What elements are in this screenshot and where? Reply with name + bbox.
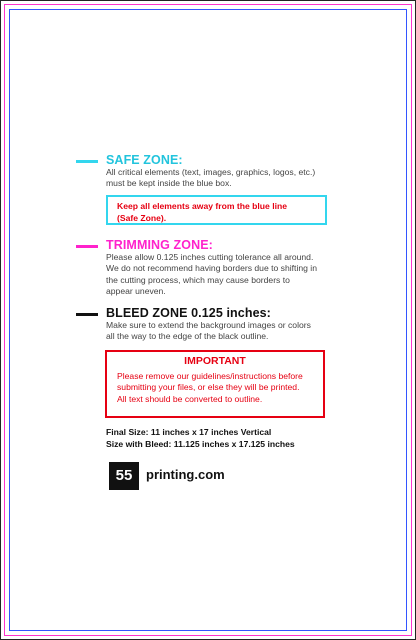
safe-zone-description bbox=[106, 167, 351, 190]
size-info bbox=[106, 426, 295, 450]
bleed-zone-title: BLEED ZONE 0.125 inches: bbox=[106, 306, 271, 320]
bleed-zone-line-1: Make sure to extend the background images or colors bbox=[106, 320, 311, 330]
important-line-1: Please remove our guidelines/instructions before bbox=[117, 371, 303, 381]
logo-number-box: 55 bbox=[109, 462, 139, 490]
safe-zone-line-1: All critical elements (text, images, graphics, logos, etc.) bbox=[106, 167, 316, 177]
important-body bbox=[117, 371, 322, 405]
bleed-size-text: Size with Bleed: 11.125 inches x 17.125 inches bbox=[106, 439, 295, 449]
final-size-text: Final Size: 11 inches x 17 inches Vertical bbox=[106, 427, 272, 437]
trimming-zone-line-3: the cutting process, which may cause borders to bbox=[106, 274, 290, 285]
logo-text: printing.com bbox=[146, 467, 225, 482]
trimming-zone-line-4: appear uneven. bbox=[106, 286, 166, 297]
trimming-zone-title: TRIMMING ZONE: bbox=[106, 238, 213, 252]
bleed-zone-line-2: all the way to the edge of the black outline. bbox=[106, 331, 269, 342]
important-line-2: submitting your files, or else they will be printed. bbox=[117, 382, 300, 393]
important-heading: IMPORTANT bbox=[184, 355, 246, 367]
bleed-zone-description bbox=[106, 320, 351, 343]
safe-zone-line-2: must be kept inside the blue box. bbox=[106, 178, 232, 189]
important-notice-box bbox=[105, 350, 325, 418]
safe-zone-warning-box bbox=[106, 195, 327, 225]
trimming-zone-description bbox=[106, 252, 351, 298]
safe-zone-warning-text bbox=[117, 201, 322, 224]
trimming-zone-line-2: We do not recommend having borders due to shifting in bbox=[106, 263, 317, 274]
important-line-3: All text should be converted to outline. bbox=[117, 393, 263, 404]
safe-zone-warning-line-2: (Safe Zone). bbox=[117, 212, 167, 223]
trimming-zone-dash bbox=[76, 245, 98, 248]
bleed-zone-dash bbox=[76, 313, 98, 316]
trimming-zone-line-1: Please allow 0.125 inches cutting tolerance all around. bbox=[106, 252, 314, 262]
safe-zone-dash bbox=[76, 160, 98, 163]
safe-zone-warning-line-1: Keep all elements away from the blue line bbox=[117, 201, 288, 211]
safe-zone-title: SAFE ZONE: bbox=[106, 153, 183, 167]
